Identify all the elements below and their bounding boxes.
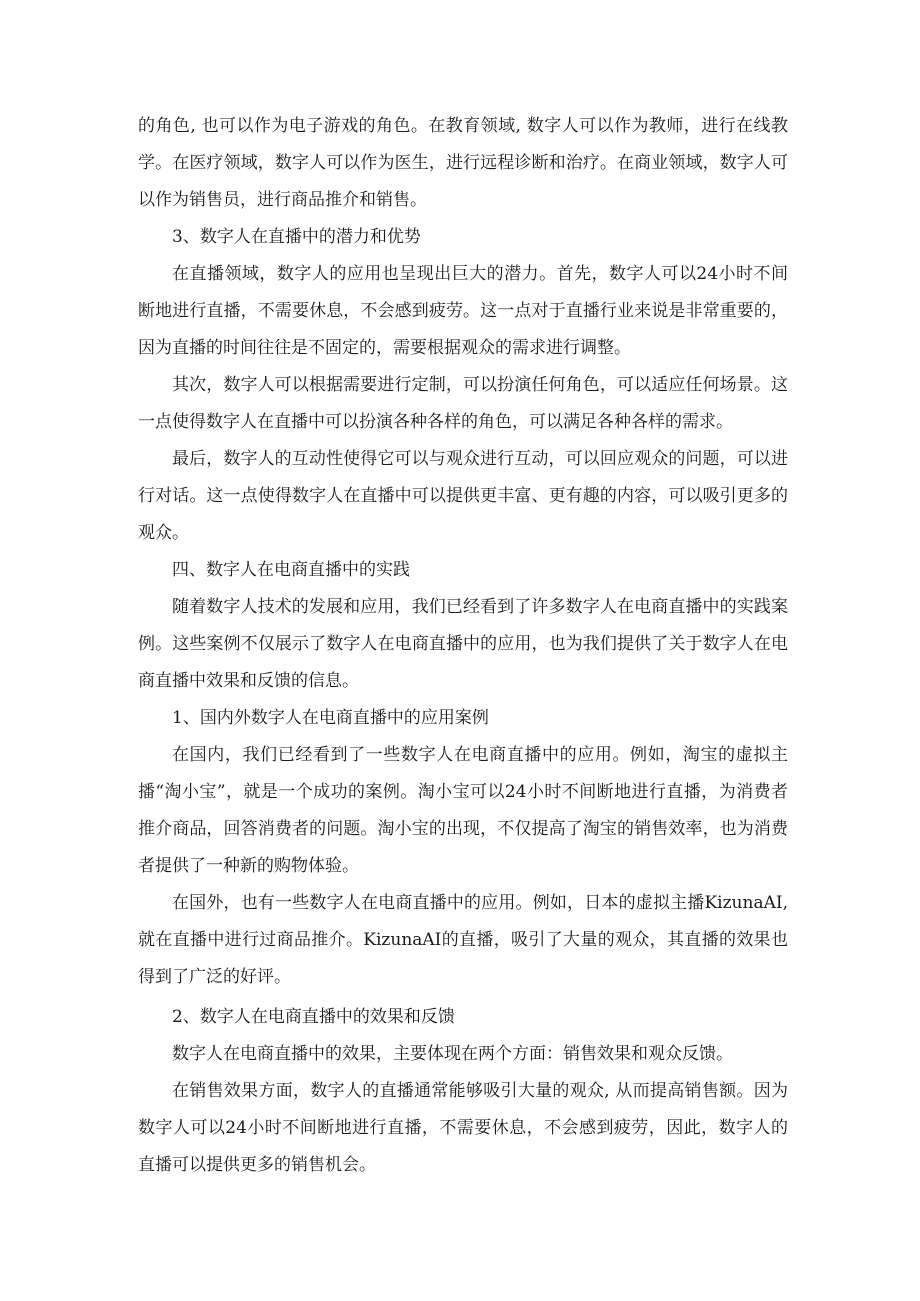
section-heading-effect-feedback: 2、数字人在电商直播中的效果和反馈 (172, 1007, 455, 1027)
paragraph-effect-summary: 数字人在电商直播中的效果，主要体现在两个方面：销售效果和观众反馈。 (172, 1044, 733, 1064)
paragraph-domestic-case: 在国内，我们已经看到了一些数字人在电商直播中的应用。例如，淘宝的虚拟主播“淘小宝”，就是一个成功的案例。淘小宝可以24小时不间断地进行直播，为消费者推介商品，回答消费者的问题。淘小宝的出现，不仅提高了淘宝的销售效率，也为消费者提供了一种新的购物体验。 (138, 745, 788, 876)
paragraph-sales-effect: 在销售效果方面，数字人的直播通常能够吸引大量的观众, 从而提高销售额。因为数字人可以24小时不间断地进行直播，不需要休息，不会感到疲劳，因此，数字人的直播可以提供更多的销售机会。 (138, 1081, 788, 1175)
document-body (138, 108, 788, 1184)
paragraph-live-potential-last: 最后，数字人的互动性使得它可以与观众进行互动，可以回应观众的问题，可以进行对话。这一点使得数字人在直播中可以提供更丰富、更有趣的内容，可以吸引更多的观众。 (138, 449, 788, 543)
section-heading-live-potential: 3、数字人在直播中的潜力和优势 (172, 227, 421, 247)
paragraph-live-potential-second: 其次，数字人可以根据需要进行定制，可以扮演任何角色，可以适应任何场景。这一点使得数字人在直播中可以扮演各种各样的角色，可以满足各种各样的需求。 (138, 375, 788, 432)
section-heading-cases: 1、国内外数字人在电商直播中的应用案例 (172, 708, 489, 728)
paragraph-roles-continued: 的角色, 也可以作为电子游戏的角色。在教育领域, 数字人可以作为教师，进行在线教学。在医疗领域，数字人可以作为医生，进行远程诊断和治疗。在商业领域，数字人可以作为销售员，进行商品推介和销售。 (138, 116, 788, 210)
paragraph-practice-intro: 随着数字人技术的发展和应用，我们已经看到了许多数字人在电商直播中的实践案例。这些案例不仅展示了数字人在电商直播中的应用，也为我们提供了关于数字人在电商直播中效果和反馈的信息。 (138, 597, 788, 691)
chapter-heading-ecommerce-practice: 四、数字人在电商直播中的实践 (172, 560, 410, 580)
paragraph-foreign-case: 在国外，也有一些数字人在电商直播中的应用。例如，日本的虚拟主播KizunaAI,就在直播中进行过商品推介。KizunaAI的直播，吸引了大量的观众，其直播的效果也得到了广泛的好评。 (138, 893, 788, 987)
paragraph-live-potential-first: 在直播领域，数字人的应用也呈现出巨大的潜力。首先，数字人可以24小时不间断地进行直播，不需要休息，不会感到疲劳。这一点对于直播行业来说是非常重要的，因为直播的时间往往是不固定的，需要根据观众的需求进行调整。 (138, 264, 788, 358)
